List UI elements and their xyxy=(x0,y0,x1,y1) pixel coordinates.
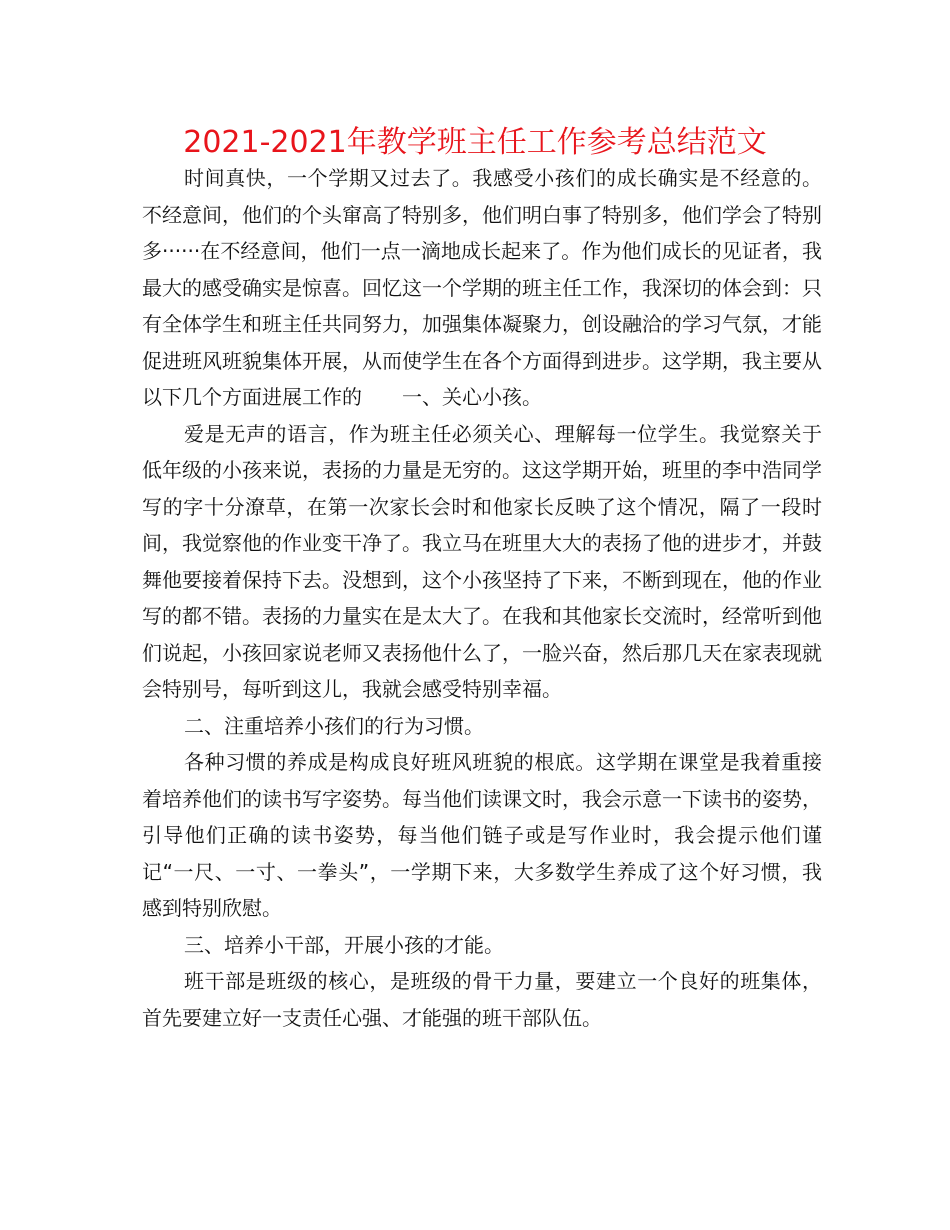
paragraph-intro: 时间真快，一个学期又过去了。我感受小孩们的成长确实是不经意的。不经意间，他们的个头窜高了特别多，他们明白事了特别多，他们学会了特别多······在不经意间，他们一点一滴地成长起来了。作为他们成长的见证者，我最大的感受确实是惊喜。回忆这一个学期的班主任工作，我深切的体会到：只有全体学生和班主任共同努力，加强集体凝聚力，创设融洽的学习气氛，才能促进班风班貌集体开展，从而使学生在各个方面得到进步。这学期，我主要从以下几个方面进展工作的 一、关心小孩。 xyxy=(142,166,822,409)
paragraph-cadres: 班干部是班级的核心，是班级的骨干力量，要建立一个良好的班集体，首先要建立好一支责任心强、才能强的班干部队伍。 xyxy=(142,969,822,1030)
document-title: 2021-2021年教学班主任工作参考总结范文 xyxy=(183,125,767,160)
document-body xyxy=(142,160,822,1036)
paragraph-habits: 各种习惯的养成是构成良好班风班貌的根底。这学期在课堂是我着重接着培养他们的读书写字姿势。每当他们读课文时，我会示意一下读书的姿势，引导他们正确的读书姿势，每当他们链子或是写作业时，我会提示他们谨记“一尺、一寸、一拳头”，一学期下来，大多数学生养成了这个好习惯，我感到特别欣慰。 xyxy=(142,750,822,920)
section-heading-cadres: 三、培养小干部，开展小孩的才能。 xyxy=(184,932,504,957)
section-heading-habits: 二、注重培养小孩们的行为习惯。 xyxy=(184,713,484,738)
paragraph-care: 爱是无声的语言，作为班主任必须关心、理解每一位学生。我觉察关于低年级的小孩来说，表扬的力量是无穷的。这这学期开始，班里的李中浩同学写的字十分潦草，在第一次家长会时和他家长反映了这个情况，隔了一段时间，我觉察他的作业变干净了。我立马在班里大大的表扬了他的进步才，并鼓舞他要接着保持下去。没想到，这个小孩坚持了下来，不断到现在，他的作业写的都不错。表扬的力量实在是太大了。在我和其他家长交流时，经常听到他们说起，小孩回家说老师又表扬他什么了，一脸兴奋，然后那几天在家表现就会特别号，每听到这儿，我就会感受特别幸福。 xyxy=(142,421,822,701)
